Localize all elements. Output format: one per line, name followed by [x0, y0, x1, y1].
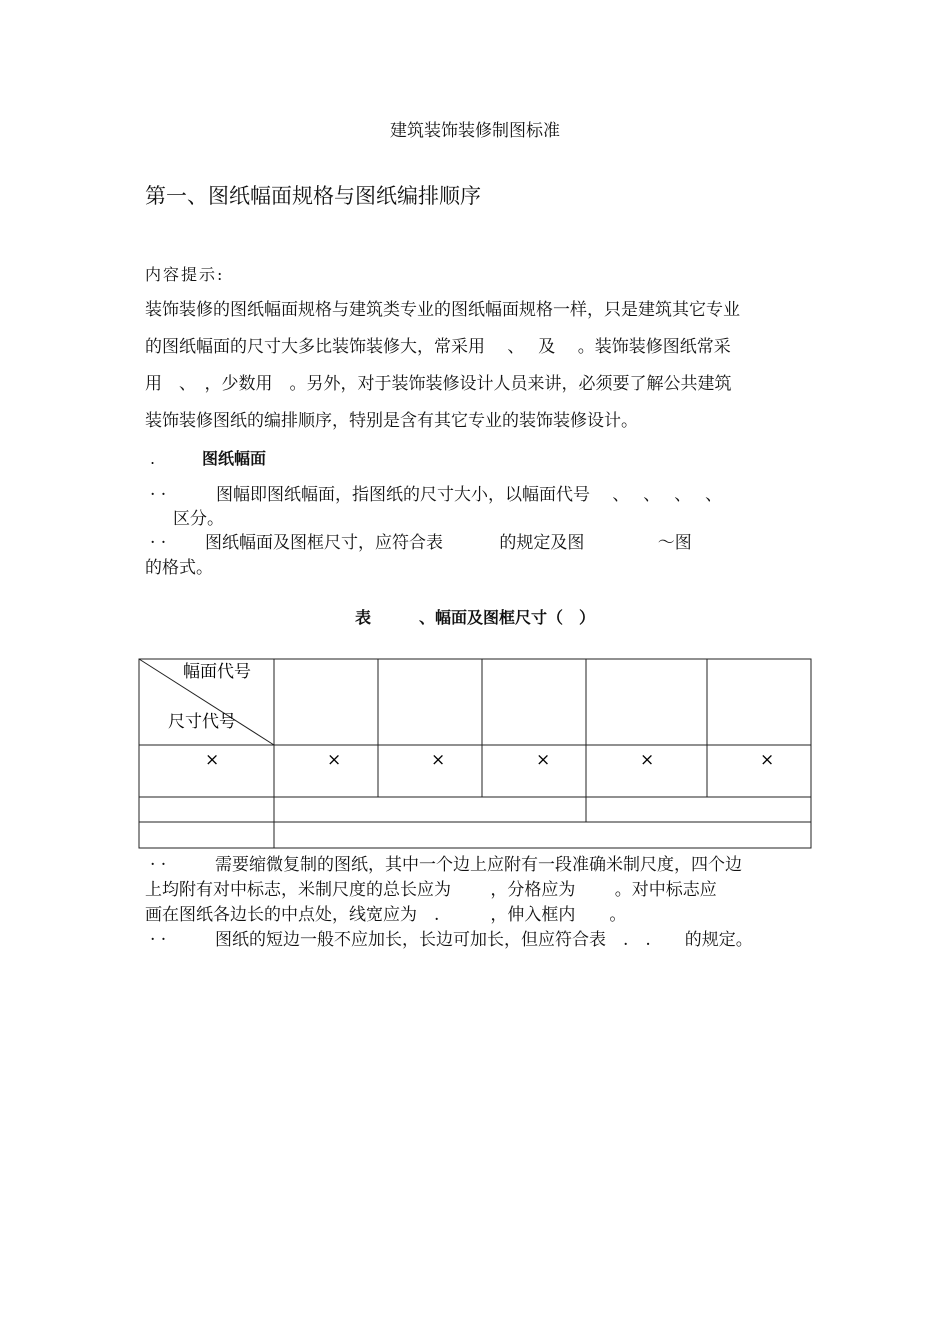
intro-line: 装饰装修的图纸幅面规格与建筑类专业的图纸幅面规格一样，只是建筑其它专业 [145, 300, 740, 320]
section-title: 图纸幅面 [202, 449, 267, 468]
intro-line: 装饰装修图纸的编排顺序，特别是含有其它专业的装饰装修设计。 [145, 411, 638, 431]
item-3-prefix: . . [150, 850, 167, 870]
item-3-line: 上均附有对中标志，米制尺度的总长应为 ，分格应为 。对中标志应 [145, 880, 717, 900]
chapter-heading: 第一、图纸幅面规格与图纸编排顺序 [145, 184, 481, 208]
size-mark: × [431, 750, 446, 770]
intro-line: 的图纸幅面的尺寸大多比装饰装修大，常采用 、 及 。装饰装修图纸常采 [145, 337, 731, 357]
intro-line: 用 、 ，少数用 。另外，对于装饰装修设计人员来讲，必须要了解公共建筑 [145, 374, 732, 394]
item-4-prefix: . . [150, 925, 167, 945]
item-1-prefix: . . [150, 480, 167, 500]
size-mark: × [760, 750, 775, 770]
item-4-text: 图纸的短边一般不应加长，长边可加长，但应符合表 . . 的规定。 [215, 930, 753, 950]
header-size-code: 幅面代号 [183, 662, 251, 682]
item-1-text: 图幅即图纸幅面，指图纸的尺寸大小，以幅面代号 、 、 、 、 [216, 485, 723, 505]
section-number: . [150, 449, 156, 468]
document-title: 建筑装饰装修制图标准 [390, 121, 560, 141]
item-3-line: 需要缩微复制的图纸，其中一个边上应附有一段准确米制尺度，四个边 [215, 855, 742, 875]
size-mark: × [327, 750, 342, 770]
item-1-continuation: 区分。 [173, 509, 224, 529]
item-2-text: 图纸幅面及图框尺寸，应符合表 的规定及图 ～图 [205, 533, 692, 553]
size-mark: × [536, 750, 551, 770]
table-caption: 表 、幅面及图框尺寸（ ） [354, 608, 595, 627]
header-dimension-code: 尺寸代号 [168, 712, 236, 732]
item-2-continuation: 的格式。 [145, 558, 213, 578]
item-3-line: 画在图纸各边长的中点处，线宽应为 . ，伸入框内 。 [145, 905, 627, 925]
item-2-prefix: . . [150, 528, 167, 548]
size-mark: × [205, 750, 220, 770]
content-hint-label: 内容提示: [145, 265, 225, 284]
size-mark: × [640, 750, 655, 770]
table-border [139, 659, 811, 848]
